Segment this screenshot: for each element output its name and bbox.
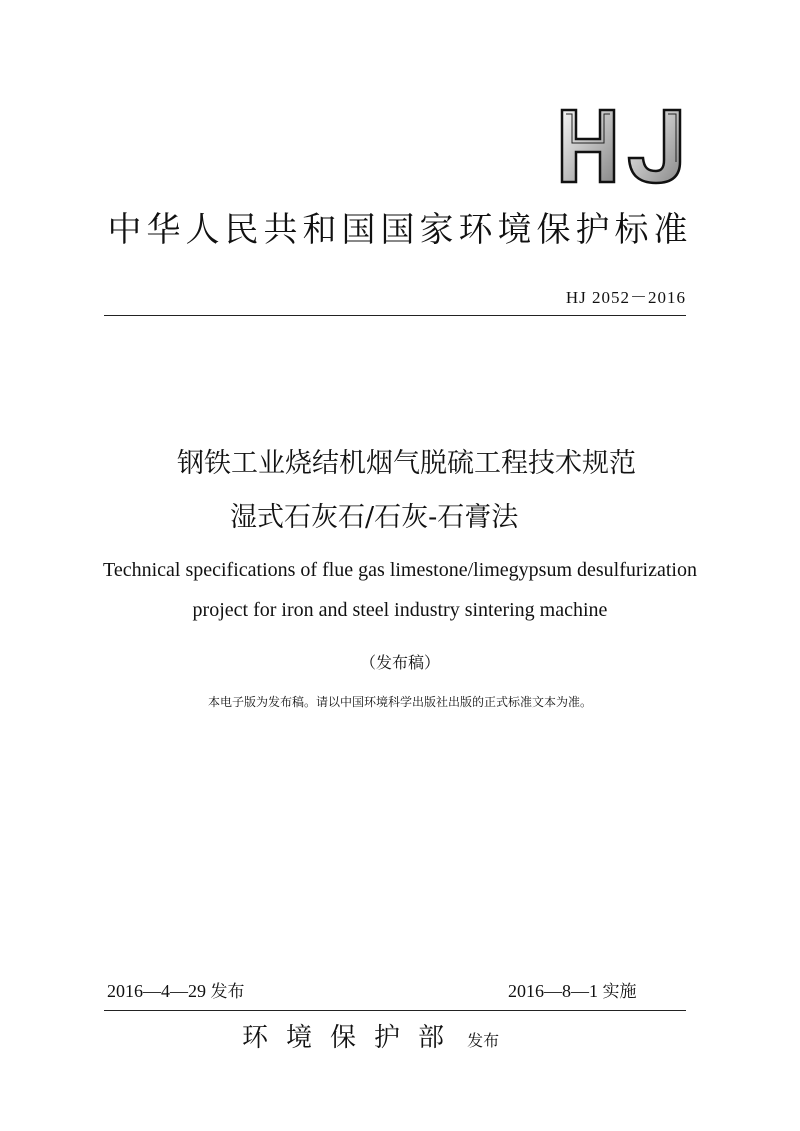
issue-date-value: 2016—4—29	[107, 981, 206, 1001]
implementation-date-value: 2016—8—1	[508, 981, 598, 1001]
title-cn-line2: 湿式石灰石/石灰-石膏法	[230, 502, 519, 533]
bottom-divider	[104, 1010, 686, 1011]
title-cn-line1: 钢铁工业烧结机烟气脱硫工程技术规范	[177, 448, 636, 479]
title-en-line2: project for iron and steel industry sintering machine	[192, 599, 608, 621]
publisher-suffix: 发布	[467, 1031, 500, 1050]
hj-logo	[556, 106, 686, 186]
publisher	[242, 1017, 499, 1054]
issue-date-label: 发布	[210, 982, 245, 1002]
top-divider	[104, 315, 686, 316]
implementation-date-label: 实施	[602, 982, 637, 1002]
standard-number: HJ 2052－2016	[565, 288, 686, 307]
agency-title: 中华人民共和国国家环境保护标准	[107, 210, 693, 250]
publisher-name: 环境保护部	[242, 1023, 463, 1053]
issue-date	[107, 977, 245, 1002]
notice-text: 本电子版为发布稿。请以中国环境科学出版社出版的正式标准文本为准。	[207, 695, 592, 709]
title-en-line1: Technical specifications of flue gas limestone/limegypsum desulfurization	[103, 559, 697, 581]
implementation-date	[508, 977, 637, 1002]
draft-label: （发布稿）	[359, 653, 440, 672]
